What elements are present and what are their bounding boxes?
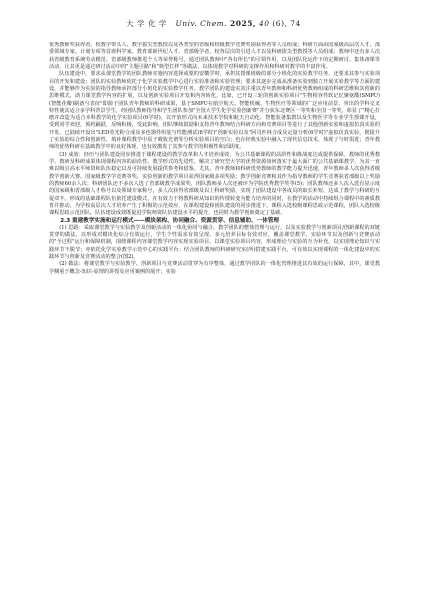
article-body [49,42,380,583]
journal-year: 2025, [230,19,257,28]
journal-name-en: Univ. Chem. [175,19,228,28]
journal-name: 大 学 化 学 [126,19,167,28]
running-head [0,18,427,29]
paragraph-outcomes: (3) 成效：经历与团队建设同步推进于课程建设的教学改革和人才培养成效，为公共基础课程的高阶性和挑战度达成提供保障。教师的优秀教学、教研及科研成果体现课程内容的前沿性、教学形式的先进性，解决了研究型大学的优势资源如何落实于最大面广的公共基础课教学，为其一直难以吸引高水平师资和队伍稳定以及可持续发展提供参考和借鉴。尤其，青年教师和科研优势教师的教学能力提升迅速，青年教师多人次获得省级教学创新大赛、国家级教学学竞赛等奖，实验创新的教学项目获得国家级多项奖励；教学创新竞赛和其作为指导教师的学生竞赛获省部级以上奖励的教师60余人次；科研团队还不多次人选了省部级教学成果奖，团队教师多人次还被评为学院优秀教学奖等(5)；团队教师还多人次入选有显示度的国家级和省部级人才称号以及领域专家称号，多人次获得省部级及以上科研奖励，实现了团队建设中各成员的取长补短，达成了教学与科研的互促双丰。形成的基础课程队伍依托建设模式，在有效力于将教科研从知识的传授转变为能力培养的同时，在教学的活动中持续组合课程中的素质教育并推动，为学校高层次人才培养产生了积极的示范效应，在课程建设和团队建设的同步推进下，课程入选校级课程思政示范课程，团队入选校级课程思政示范团队，队伍建设成效既促进学院师资队伍建设水平的提升，也同时为教学创新奠定了基础。 [49,151,380,217]
paragraph-method: (2) 做法：将课堂教学与实验教学、创新项目与竞赛活动贯穿为有序整体，通过教学团队的一体化管理推进其有效的运行保障，其中，课堂教学侧重于概念-知识-原理的讲授及应用案例的展开；实验 [49,261,380,275]
paragraph-team-composition: 优秀教师奖获得者、校教学带头人、教学拔尖型教授以及各类型的省级和校级教学竞赛奖励获得者等人员组成；科研方面由国家级高层次人才、部委领域专家、计划专项等首席科学家、教育部新世纪人才、省部级学者、校各层次的引进人才以及科研拔尖型教授等人员组成；教师中还有多人次获省级教育系统劳动模范、省部级教师推进个人等荣誉称号。通过团队教师中"各有所长"的引领作用，以及团队化运作下的定期研讨、集体备课等活动，让其更是通过研讨活动中的"主题引路"和"典型打样"等做法，以体现教学对科研的支撑作用和科研对教学的丰富作用。 [49,42,380,70]
paragraph-approach: (1) 思路：采取课堂教学与实验教学及创新活动的一体化协同与融合、教学团队的整体管理与运行，以及实验教学与创新项目/创新课程的双链贯穿的做法，以形成对模块化综合有效运行，学生个性需求有效呈现、多元培养目标有效对应，覆盖课堂教学、实验环节以及创新与竞赛活动的"全过程"运行和保障机制，围绕课程内容课堂教学内容实现实验项目，以课堂实验项目内容，形成理论与实验的互为补充，以实现理论知识与实践环节不脱节；亦依托化学实验教学示范中心的实践平台；结合团队教师的科研研究室(所)搭建实践平台，可有效以实现课程的一体化建设中的实践环节与创新及竞赛活动的整合(图2)。 [49,224,380,261]
journal-issue-page: (6), 74 [272,19,301,28]
journal-volume: 40 [258,19,270,28]
section-heading-2-3: 2.3 重建教学实施和运行模式——模块架构、协同融合、资源贯穿、信息辅助、一体管理 [60,217,280,224]
paragraph-team-building: 队伍建设中，要求从课堂教学的团队教师实施内容选择或要的安徽学时，承担其授课班级的部分小班化的实验教学任务，还要求其参与实验项目的开发和建设；团队的实验教师依托于化学实验教学中心进行实验准备和实验管理；要求其逐步完成从准备实验到独立开展实验教学等方面的建设，并能够作为实验的指导教师承担部分小班化的实验教学任务。教学团队的建设实其注重以青年教师和科研优势教师组成的科研思维和其创新的思维模式，助力课堂教学内容的扩展，以及创新实验项目开发和内容转化，比如，已开设三轮的创新实验项目"生物相容性软记忆聚氨酯(SMPU)(智能花瓣)制备与表征"即源于团队青年教师的科研成果，基于SMPU在航空航天、智能机械、生物医疗等领域的广泛应用前景，突出的学科交叉特性使其适合多学科背景学生，经团队教师指导和学生团队参加"全国大学生化学实验创新赛"并分获东北赛区一等奖和全国一等奖，彰显了"精心打磨并改造为适合本科教学的化学实验项目(6学时)，以开放形式向未来技术学院和航天自动化、智能装备集群以及生物医学等专业学生授课开设，受到同学欢迎，预约踊跃，反响积极，受此影响，团队继续鼓励和支持青年教师结合科研方向和竞赛项目等进行了其他创新实验和虚拟仿真实验的开发，已陆续开设出"LED荧光粉合成及多色器件组装与性能测试(6学时)"创新实验以及"阿司匹林合成及定量分析(6学时)"虚拟仿真实验，既提升了实验的综合性和创新性，填补课程教学中原子吸收光谱等分析实验项目的空白；也在经典实验中融入了现代信息技术，体现了与时俱进；青年教师的优势科研在基础教学中的良好体现，也有效激发了其参与教学的积极性和活跃度。 [49,71,380,151]
